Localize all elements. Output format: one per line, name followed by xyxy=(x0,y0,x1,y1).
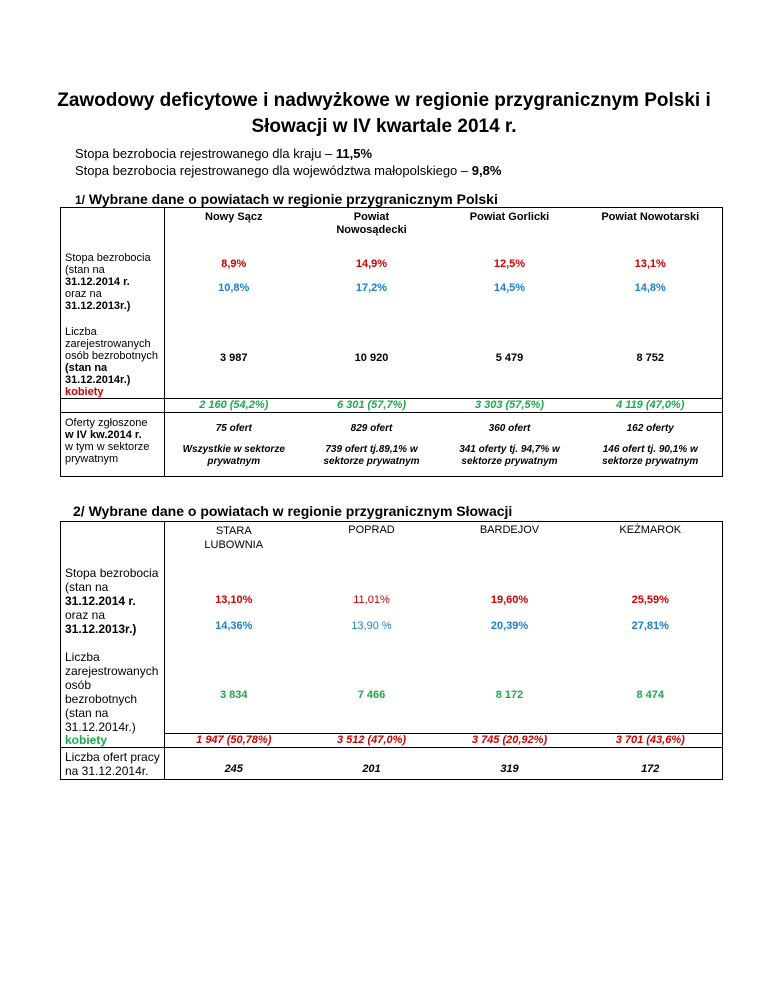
col-header: Powiat Nowotarski xyxy=(579,208,723,252)
offers-cell: 172 xyxy=(579,748,723,780)
national-rate xyxy=(75,146,372,161)
women-cell: 1 947 (50,78%) xyxy=(165,734,303,748)
offers-cell: 162 oferty 146 ofert tj. 90,1% w sektorze prywatnym xyxy=(579,412,723,476)
section-slovakia-title: 2/ Wybrane dane o powiatach w regionie przygranicznym Słowacji xyxy=(73,503,513,519)
rate-row xyxy=(61,564,723,640)
document-title xyxy=(40,88,728,140)
unemployed-cell: 10 920 xyxy=(354,351,389,364)
section-number: 1/ xyxy=(75,193,86,207)
offers-row xyxy=(61,412,723,476)
col-header: STARA LUBOWNIA xyxy=(204,525,264,551)
rate-label: Stopa bezrobocia (stan na 31.12.2014 r. oraz na 31.12.2013r.) xyxy=(61,252,165,318)
women-cell: 2 160 (54,2%) xyxy=(165,398,303,412)
women-label: kobiety xyxy=(61,734,165,748)
offers-row xyxy=(61,748,723,780)
rate-cell: 8,9% 10,8% xyxy=(218,257,250,294)
unemployed-label: Liczba zarejestrowanych osób bezrobotnych (stan na 31.12.2014r.) kobiety xyxy=(61,318,165,399)
unemployed-cell: 5 479 xyxy=(495,351,524,364)
col-header: Nowy Sącz xyxy=(205,211,263,223)
unemployed-row xyxy=(61,640,723,734)
title-line-2: Słowacji w IV kwartale 2014 r. xyxy=(251,116,517,137)
women-label: kobiety xyxy=(65,385,104,398)
rate-cell: 13,1% 14,8% xyxy=(579,252,723,318)
women-cell: 3 745 (20,92%) xyxy=(441,734,579,748)
title-line-1: Zawodowy deficytowe i nadwyżkowe w regionie przygranicznym Polski i xyxy=(57,90,711,111)
offers-cell: 245 xyxy=(165,748,303,780)
header-row xyxy=(61,522,723,564)
national-rate-value: 11,5% xyxy=(335,146,373,161)
women-cell: 3 303 (57,5%) xyxy=(441,398,579,412)
slovakia-table xyxy=(60,521,723,780)
women-row xyxy=(61,734,723,748)
rate-cell: 11,01% 13,90 % xyxy=(351,593,392,632)
women-cell: 4 119 (47,0%) xyxy=(579,398,723,412)
unemployed-cell: 8 474 xyxy=(579,640,723,734)
section-title-text: Wybrane dane o powiatach w regionie przygranicznym Polski xyxy=(85,191,498,207)
unemployed-cell: 7 466 xyxy=(357,689,386,702)
offers-cell: 201 xyxy=(303,748,441,780)
offers-label: Liczba ofert pracy na 31.12.2014r. xyxy=(61,748,165,780)
offers-label: Oferty zgłoszone w IV kw.2014 r. w tym w sektorze prywatnym xyxy=(61,412,165,476)
rate-cell: 14,9% 17,2% xyxy=(355,257,388,294)
unemployed-cell: 3 987 xyxy=(219,351,248,364)
rate-cell: 12,5% 14,5% xyxy=(493,257,526,294)
col-header: POPRAD xyxy=(348,524,395,536)
rate-cell: 25,59% 27,81% xyxy=(579,564,723,640)
rate-cell: 19,60% 20,39% xyxy=(490,593,529,632)
unemployed-row xyxy=(61,318,723,399)
regional-rate-label: Stopa bezrobocia rejestrowanego dla województwa małopolskiego – xyxy=(75,163,472,178)
women-row xyxy=(61,398,723,412)
col-header: Powiat Nowosądecki xyxy=(336,211,407,236)
unemployed-label: Liczba zarejestrowanych osób bezrobotnych (stan na 31.12.2014r.) xyxy=(61,640,165,734)
national-rate-label: Stopa bezrobocia rejestrowanego dla kraju – xyxy=(75,146,336,161)
rate-label: Stopa bezrobocia (stan na 31.12.2014 r. oraz na 31.12.2013r.) xyxy=(61,564,165,640)
rate-row xyxy=(61,252,723,318)
women-cell: 6 301 (57,7%) xyxy=(303,398,441,412)
poland-table xyxy=(60,207,723,477)
women-cell: 3 512 (47,0%) xyxy=(303,734,441,748)
col-header: Powiat Gorlicki xyxy=(469,211,550,223)
col-header: KEŻMAROK xyxy=(579,522,723,564)
unemployed-cell: 3 834 xyxy=(219,689,248,702)
unemployed-cell: 8 172 xyxy=(495,689,524,702)
header-row xyxy=(61,208,723,252)
offers-cell: 360 ofert 341 oferty tj. 94,7% w sektorze prywatnym xyxy=(441,412,579,476)
offers-cell: 319 xyxy=(441,748,579,780)
col-header: BARDEJOV xyxy=(479,524,540,536)
offers-cell: 75 ofert Wszystkie w sektorze prywatnym xyxy=(165,412,303,476)
unemployed-cell: 8 752 xyxy=(579,318,723,399)
women-cell: 3 701 (43,6%) xyxy=(579,734,723,748)
regional-rate-value: 9,8% xyxy=(471,163,502,178)
rate-cell: 13,10% 14,36% xyxy=(215,593,253,632)
regional-rate xyxy=(75,163,501,178)
section-poland-title xyxy=(75,191,498,207)
offers-cell: 829 ofert 739 ofert tj.89,1% w sektorze prywatnym xyxy=(303,412,441,476)
